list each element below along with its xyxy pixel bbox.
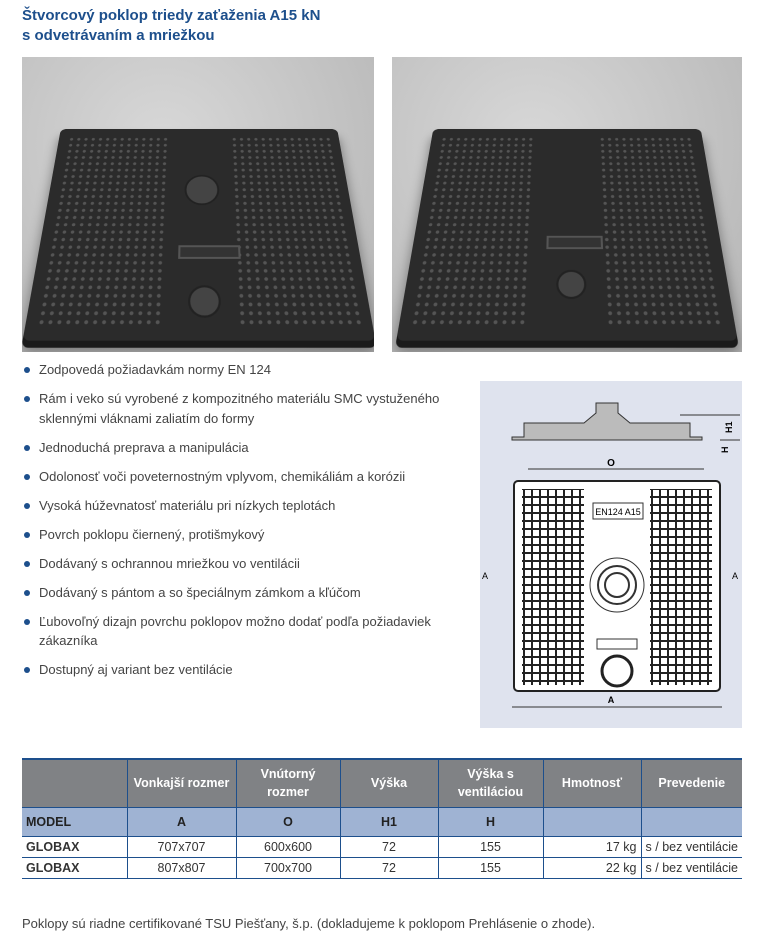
list-item: Rám i veko sú vyrobené z kompozitného materiálu SMC vystuženého sklennými vláknami zaliatím do formy bbox=[22, 389, 442, 428]
feature-list bbox=[22, 360, 442, 689]
table-row: MODEL A O H1 H bbox=[22, 807, 742, 836]
list-item: Jednoduchá preprava a manipulácia bbox=[22, 438, 442, 458]
table-row: GLOBAX 707x707 600x600 72 155 17 kg s / bez ventilácie bbox=[22, 836, 742, 857]
spec-table: Vonkajší rozmer Vnútorný rozmer Výška Výška s ventiláciou Hmotnosť Prevedenie MODEL A O H1 H GLOBAX 707x707 600x600 72 155 17 kg s / bez ventilácie GLOBAX 807x807 700x700 72 155 22 kg s / bez ventilácie bbox=[22, 758, 742, 879]
page-title: Štvorcový poklop triedy zaťaženia A15 kN s odvetrávaním a mriežkou bbox=[22, 7, 321, 44]
product-photo-without-vent bbox=[392, 57, 742, 352]
certification-note: Poklopy sú riadne certifikované TSU Piešťany, š.p. (dokladujeme k poklopom Prehlásenie o zhode). bbox=[22, 916, 596, 931]
dim-a-label: A bbox=[607, 695, 615, 705]
list-item: Dodávaný s pántom a so špeciálnym zámkom a kľúčom bbox=[22, 583, 442, 603]
list-item: Odolonosť voči poveternostným vplyvom, chemikáliám a korózii bbox=[22, 467, 442, 487]
list-item: Vysoká húževnatosť materiálu pri nízkych teplotách bbox=[22, 496, 442, 516]
plate-label: EN124 A15 bbox=[595, 507, 641, 517]
table-row: GLOBAX 807x807 700x700 72 155 22 kg s / bez ventilácie bbox=[22, 857, 742, 878]
dim-h1-label: H1 bbox=[724, 421, 734, 433]
dim-h-label: H bbox=[720, 446, 730, 453]
section-label-left: A bbox=[482, 571, 489, 581]
list-item: Dostupný aj variant bez ventilácie bbox=[22, 660, 442, 680]
list-item: Dodávaný s ochrannou mriežkou vo ventilácii bbox=[22, 554, 442, 574]
dim-o-label: O bbox=[607, 458, 615, 469]
product-photo-with-vent bbox=[22, 57, 374, 352]
list-item: Zodpovedá požiadavkám normy EN 124 bbox=[22, 360, 442, 380]
list-item: Ľubovoľný dizajn povrchu poklopov možno dodať podľa požiadaviek zákazníka bbox=[22, 612, 442, 651]
technical-drawing bbox=[480, 381, 742, 728]
section-label-right: A bbox=[732, 571, 739, 581]
list-item: Povrch poklopu čiernený, protišmykový bbox=[22, 525, 442, 545]
